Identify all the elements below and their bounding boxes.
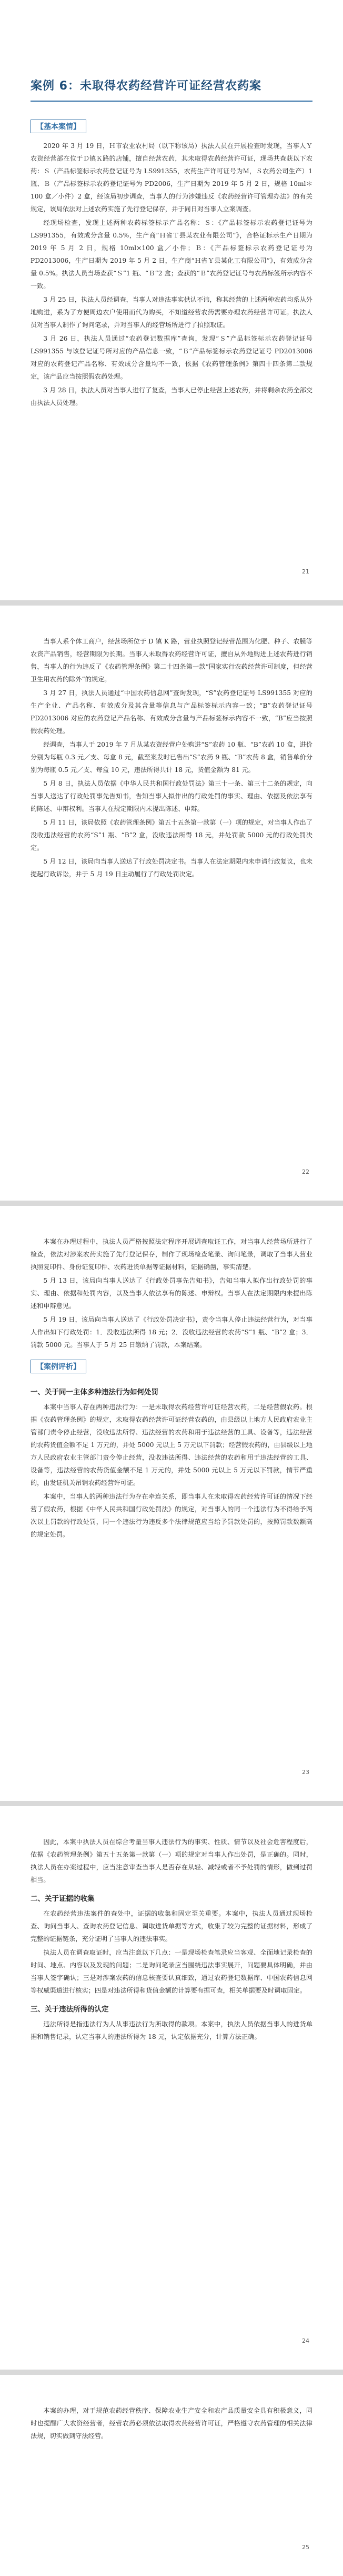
paragraph: 5 月 13 日，该局向当事人送达了《行政处罚事先告知书》，告知当事人拟作出行政处罚的事实、理由、依据和处罚内容，以及当事人依法享有的陈述、申辩权。当事人在法定期限内未提出陈述和申辩意见。 xyxy=(31,1277,312,1310)
page-number: 22 xyxy=(302,1168,309,1175)
paragraph: 因此，本案中执法人员在综合考量当事人违法行为的事实、性质、情节以及社会危害程度后，依据《农药管理条例》第五十五条第一款第（一）项的规定对当事人作出处罚，是正确的。同时，执法人员在办案过程中，应当注意审查当事人是否存在从轻、减轻或者不予处罚的情形，做到过罚相当。 xyxy=(31,1838,312,1884)
paragraph: 3 月 28 日，执法人员对当事人进行了复查，当事人已停止经营上述农药，并将剩余农药全部交由执法人员处理。 xyxy=(31,387,312,407)
paragraph: 3 月 25 日，执法人员经调查，当事人对违法事实供认不讳，称其经营的上述两种农药均系从外地购进，系为了方便周边农户使用而代为购买，不知道经营农药需要办理农药经营许可证。执法人员对当事人制作了询问笔录，并对当事人的经营场所进行了拍照取证。 xyxy=(31,296,312,329)
document-page-23 xyxy=(0,1206,343,1801)
title-divider xyxy=(31,101,312,102)
page-number: 24 xyxy=(302,2337,309,2344)
subsection-heading: 一、关于同一主体多种违法行为如何处罚 xyxy=(31,1388,158,1396)
paragraph: 经调查，当事人于 2019 年 7 月从某农资经营户处购进“S”农药 10 瓶、“B”农药 10 盒，进价分别为每瓶 0.3 元／支、每盒 8 元，截至案发时已售出“S”农药 9 瓶、“B”农药 8 盒，销售单价分别为每瓶 0.5 元／支、每盒 10 元，违法所得共计 18 元，货值金额为 81 元。 xyxy=(31,741,312,774)
paragraph: 当事人系个体工商户，经营场所位于 D 镇 K 路，营业执照登记经营范围为化肥、种子、农膜等农资产品销售，经营期限为长期。当事人未取得农药经营许可证，擅自从外地购进上述农药进行销售，当事人的行为违反了《农药管理条例》第二十四条第一款“国家实行农药经营许可制度，但经营卫生用农药的除外”的规定。 xyxy=(31,638,312,683)
document-page-24 xyxy=(0,1806,343,2370)
document-page-22 xyxy=(0,606,343,1201)
paragraph: 经现场检查，发现上述两种农药标签标示产品名称：Ｓ：《产品标签标示农药登记证号为 LS991355，有效成分含量 0.5%，生产商“Ｈ省Ｔ县某农业有限公司”》，合格证标示生产日期为 2019 年 5 月 2 日，规格 10ml×100 盒／小件；Ｂ：《产品标签标示农药登记证号为 PD2013006，生产日期为 2019 年 5 月 2 日，生产商“Ｈ省Ｙ县某化工有限公司”》，有效成分含量 0.5%。执法人员当场查获“Ｓ”1 瓶、“Ｂ”2 盒；查获的“Ｂ”农药登记证号与农药标签所示内容不一致。 xyxy=(31,219,312,290)
paragraph: 3 月 26 日，执法人员通过“农药登记数据库”查询，发现“Ｓ”产品标签标示农药登记证号 LS991355 与该登记证号所对应的产品信息一致，“Ｂ”产品标签标示农药登记证号 PD2013006 对应的农药登记产品名称、有效成分含量均不一致，依据《农药管理条例》第四十四条第二款规定，该产品应当按照假农药处理。 xyxy=(31,335,312,380)
paragraph: 5 月 12 日，该局向当事人送达了行政处罚决定书。当事人在法定期限内未申请行政复议，也未提起行政诉讼，并于 5 月 19 日主动履行了行政处罚决定。 xyxy=(31,858,312,878)
subsection-heading: 三、关于违法所得的认定 xyxy=(31,2005,109,2014)
paragraph: 本案的办理，对于规范农药经营秩序、保障农业生产安全和农产品质量安全具有积极意义，同时也提醒广大农资经营者，经营农药必须依法取得农药经营许可证，严格遵守农药管理的相关法律法规，切实做到守法经营。 xyxy=(31,2407,312,2440)
page-number: 23 xyxy=(302,1769,309,1776)
document-page-25 xyxy=(0,2375,343,2576)
paragraph: 本案中，当事人的两种违法行为存在牵连关系，即当事人在未取得农药经营许可证的情况下经营了假农药，根据《中华人民共和国行政处罚法》的规定，对当事人的同一个违法行为不得给予两次以上罚款的行政处罚，同一个违法行为违反多个法律规范应当给予罚款处罚的，按照罚款数额高的规定处罚。 xyxy=(31,1493,312,1538)
paragraph: 5 月 8 日，执法人员依据《中华人民共和国行政处罚法》第三十一条、第三十二条的规定，向当事人送达了行政处罚事先告知书，告知当事人拟作出的行政处罚的事实、理由、依据及依法享有的陈述、申辩权利。当事人在规定期限内未提出陈述、申辩。 xyxy=(31,780,312,813)
section-heading-basic-facts: 【基本案情】 xyxy=(31,120,86,133)
paragraph: 本案中当事人存在两种违法行为：一是未取得农药经营许可证经营农药，二是经营假农药。根据《农药管理条例》的规定，未取得农药经营许可证经营农药的，由县级以上地方人民政府农业主管部门责令停止经营，没收违法所得、违法经营的农药和用于违法经营的工具、设备等，违法经营的农药货值金额不足 1 万元的，并处 5000 元以上 5 万元以下罚款；经营假农药的，由县级以上地方人民政府农业主管部门责令停止经营，没收违法所得、违法经营的农药和用于违法经营的工具、设备等，违法经营的农药货值金额不足 1 万元的，并处 5000 元以上 5 万元以下罚款，情节严重的，由发证机关吊销农药经营许可证。 xyxy=(31,1403,312,1487)
paragraph: 5 月 11 日，该局依照《农药管理条例》第五十五条第一款第（一）项的规定，对当事人作出了没收违法经营的农药“S”1 瓶、“B”2 盒，没收违法所得 18 元，并处罚款 5000 元的行政处罚决定。 xyxy=(31,819,312,851)
paragraph: 在农药经营违法案件的查处中，证据的收集和固定至关重要。本案中，执法人员通过现场检查、询问当事人、查询农药登记信息、调取进货单据等方式，收集了较为完整的证据材料，形成了完整的证据链条，充分证明了当事人的违法事实。 xyxy=(31,1910,312,1943)
document-page-21 xyxy=(0,0,343,600)
paragraph: 执法人员在调查取证时，应当注意以下几点：一是现场检查笔录应当客观、全面地记录检查的时间、地点、内容以及发现的问题；二是询问笔录应当围绕违法事实展开，问题要具体明确，并由当事人签字确认；三是对涉案农药的信息核查要认真细致，通过农药登记数据库、中国农药信息网等权威渠道进行核实；四是对违法所得和货值金额的计算要有据可查，相关单据要及时调取固定。 xyxy=(31,1949,312,1994)
page-number: 25 xyxy=(302,2544,309,2551)
paragraph: 2020 年 3 月 19 日，Ｈ市农业农村局（以下称该局）执法人员在开展检查时发现，当事人Ｙ农资经营部在位于Ｄ镇Ｋ路的店铺，擅自经营农药，其未取得农药经营许可证，现场共查获以下农药：Ｓ（产品标签标示农药登记证号为 LS991355，农药生产许可证号为Ｍ，Ｓ农药公司生产）1 瓶、Ｂ（产品标签标示农药登记证号为 PD2006，生产日期为 2019 年 5 月 2 日，规格 10ml＊100 盒／小件）2 盒，经该局初步调查，当事人的行为涉嫌违反《农药经营许可管理办法》的有关规定，该局依法对上述农药实施了先行登记保存，并于同日对当事人立案调查。 xyxy=(31,142,312,213)
paragraph: 违法所得是指违法行为人从事违法行为所取得的款项。本案中，执法人员依据当事人的进货单据和销售记录，认定当事人的违法所得为 18 元，认定依据充分，计算方法正确。 xyxy=(31,2020,312,2040)
paragraph: 5 月 19 日，该局向当事人送达了《行政处罚决定书》，责令当事人停止违法经营行为，对当事人作出如下行政处罚：1．没收违法所得 18 元；2．没收违法经营的农药“S”1 瓶、“B”2 盒；3．罚款 5000 元。当事人于 5 月 25 日缴纳了罚款，本案结案。 xyxy=(31,1316,312,1349)
paragraph: 本案在办理过程中，执法人员严格按照法定程序开展调查取证工作，对当事人经营场所进行了检查，依法对涉案农药实施了先行登记保存，制作了现场检查笔录、询问笔录，调取了当事人营业执照复印件、身份证复印件、农药进货单据等证据材料，证据确凿，事实清楚。 xyxy=(31,1238,312,1271)
case-title: 案例 6：未取得农药经营许可证经营农药案 xyxy=(31,80,261,93)
section-heading-case-analysis: 【案例评析】 xyxy=(31,1360,86,1373)
page-number: 21 xyxy=(302,568,309,575)
paragraph: 3 月 27 日，执法人员通过“中国农药信息网”查询发现，“S”农药登记证号 LS991355 对应的生产企业、产品名称、有效成分及其含量等信息与产品标签标示内容一致；“B”农药登记证号 PD2013006 对应的农药登记产品名称、有效成分含量与产品标签标示内容不一致，“B”应当按照假农药处理。 xyxy=(31,689,312,735)
subsection-heading: 二、关于证据的收集 xyxy=(31,1895,95,1903)
